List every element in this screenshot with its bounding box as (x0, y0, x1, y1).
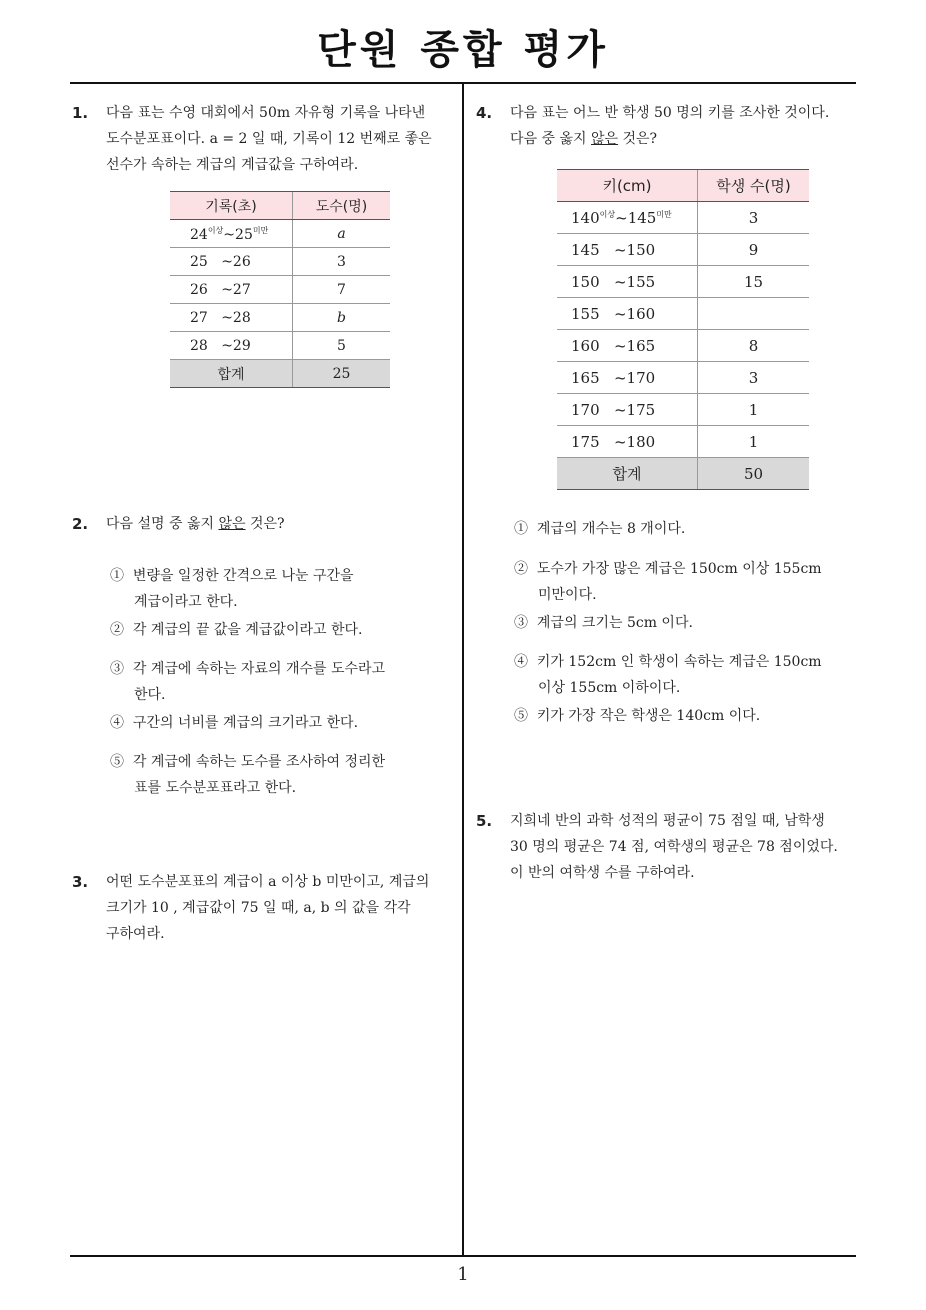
page-title: 단원 종합 평가 (317, 27, 609, 73)
class-interval: 155 ~160 (557, 298, 698, 330)
frequency-value (698, 298, 810, 330)
option-mark: ① (514, 521, 528, 537)
option-text: 변량을 일정한 간격으로 나눈 구간을 (132, 568, 354, 584)
table-row (557, 330, 809, 362)
frequency-value: 3 (698, 202, 810, 234)
option-mark: ② (110, 622, 124, 638)
table-total-row (170, 360, 390, 388)
q3-stem (106, 869, 429, 947)
stem-line: 어떤 도수분포표의 계급이 a 이상 b 미만이고, 계급의 (106, 874, 430, 890)
answer-option-5[interactable] (514, 703, 760, 729)
answer-option-1[interactable] (514, 516, 685, 542)
q4-stem: 다음 표는 어느 반 학생 50 명의 키를 조사한 것이다. 다음 중 옳지 않은 것은? (510, 105, 830, 147)
frequency-value: 1 (698, 394, 810, 426)
frequency-value: 7 (293, 276, 391, 304)
answer-option-2[interactable] (514, 556, 822, 608)
stem-line: 구하여라. (106, 926, 165, 942)
class-interval: 145 ~150 (557, 234, 698, 266)
class-interval: 170 ~175 (557, 394, 698, 426)
option-mark: ⑤ (514, 708, 528, 724)
frequency-value: 1 (698, 426, 810, 458)
frequency-value: 9 (698, 234, 810, 266)
q1-number: 1. (72, 104, 89, 122)
stem-line: 선수가 속하는 계급의 계급값을 구하여라. (106, 157, 359, 173)
class-interval: 26 ~27 (170, 276, 293, 304)
table-row (170, 332, 390, 360)
total-label: 합계 (557, 458, 698, 490)
q2-underlined-word: 않은 (218, 516, 246, 532)
option-text: 계급이라고 한다. (134, 594, 238, 610)
stem-line: 다음 표는 수영 대회에서 50m 자유형 기록을 나타낸 (106, 105, 426, 121)
frequency-value: 15 (698, 266, 810, 298)
answer-option-5[interactable] (110, 749, 385, 801)
class-interval: $24^{이상}\sim 25^{미만}$ (170, 220, 293, 248)
q5-number: 5. (476, 812, 493, 830)
option-text: 표를 도수분포표라고 한다. (134, 780, 297, 796)
q1-stem (106, 100, 432, 178)
answer-option-2[interactable] (110, 617, 362, 643)
option-text: 도수가 가장 많은 계급은 150cm 이상 155cm (536, 561, 822, 577)
q3-number: 3. (72, 873, 89, 891)
answer-option-4[interactable] (110, 710, 358, 736)
page-number: 1 (457, 1264, 469, 1285)
answer-option-1[interactable] (110, 563, 354, 615)
q5-stem (510, 808, 838, 886)
stem-line: 크기가 10 , 계급값이 75 일 때, a, b 의 값을 각각 (106, 900, 411, 916)
option-text: 미만이다. (538, 587, 597, 603)
q2-stem: 다음 설명 중 옳지 않은 것은? (106, 516, 285, 532)
q4-number: 4. (476, 104, 493, 122)
option-text: 한다. (134, 687, 166, 703)
option-text: 각 계급의 끝 값을 계급값이라고 한다. (132, 622, 363, 638)
option-text: 각 계급에 속하는 자료의 개수를 도수라고 (132, 661, 386, 677)
table-row (557, 426, 809, 458)
option-text: 구간의 너비를 계급의 크기라고 한다. (132, 715, 359, 731)
class-interval: 150 ~155 (557, 266, 698, 298)
q4-underlined-word: 않은 (590, 131, 619, 147)
class-interval: 175 ~180 (557, 426, 698, 458)
q1-header-count: 도수(명) (293, 192, 391, 220)
q1-frequency-table (170, 191, 390, 388)
column-divider (462, 83, 464, 1256)
table-row (170, 276, 390, 304)
table-row (557, 266, 809, 298)
table-row (170, 220, 390, 248)
stem-line: 30 명의 평균은 74 점, 여학생의 평균은 78 점이었다. (510, 839, 838, 855)
q2-number: 2. (72, 515, 89, 533)
total-value: 50 (698, 458, 810, 490)
q4-frequency-table (557, 169, 809, 490)
q4-header-height: 키(cm) (557, 170, 698, 202)
stem-line: 지희네 반의 과학 성적의 평균이 75 점일 때, 남학생 (510, 813, 825, 829)
table-row (557, 202, 809, 234)
answer-option-3[interactable] (110, 656, 385, 708)
class-interval: $140^{이상}\sim 145^{미만}$ (557, 202, 698, 234)
total-label: 합계 (170, 360, 293, 388)
class-interval: 160 ~165 (557, 330, 698, 362)
option-text: 키가 가장 작은 학생은 140cm 이다. (536, 708, 761, 724)
frequency-value: 8 (698, 330, 810, 362)
option-mark: ② (514, 561, 528, 577)
stem-line: 도수분포표이다. a = 2 일 때, 기록이 12 번째로 좋은 (106, 131, 432, 147)
option-text: 계급의 크기는 5cm 이다. (536, 615, 693, 631)
frequency-value: 5 (293, 332, 391, 360)
bottom-rule (70, 1255, 856, 1257)
frequency-value: a (293, 220, 391, 248)
q1-header-record: 기록(초) (170, 192, 293, 220)
frequency-value: b (293, 304, 391, 332)
answer-option-3[interactable] (514, 610, 693, 636)
option-text: 키가 152cm 인 학생이 속하는 계급은 150cm (536, 654, 822, 670)
class-interval: 165 ~170 (557, 362, 698, 394)
stem-line: 이 반의 여학생 수를 구하여라. (510, 865, 695, 881)
frequency-value: 3 (698, 362, 810, 394)
option-text: 각 계급에 속하는 도수를 조사하여 정리한 (132, 754, 386, 770)
answer-option-4[interactable] (514, 649, 822, 701)
option-mark: ① (110, 568, 124, 584)
frequency-value: 3 (293, 248, 391, 276)
q4-header-count: 학생 수(명) (698, 170, 810, 202)
class-interval: 27 ~28 (170, 304, 293, 332)
option-text: 이상 155cm 이하이다. (538, 680, 681, 696)
option-mark: ④ (514, 654, 528, 670)
table-row (170, 248, 390, 276)
table-row (170, 304, 390, 332)
option-mark: ④ (110, 715, 124, 731)
option-mark: ⑤ (110, 754, 124, 770)
option-mark: ③ (110, 661, 124, 677)
table-row (557, 234, 809, 266)
table-row (557, 298, 809, 330)
option-mark: ③ (514, 615, 528, 631)
total-value: 25 (293, 360, 391, 388)
class-interval: 28 ~29 (170, 332, 293, 360)
class-interval: 25 ~26 (170, 248, 293, 276)
table-row (557, 362, 809, 394)
table-row (557, 394, 809, 426)
option-text: 계급의 개수는 8 개이다. (536, 521, 686, 537)
table-total-row (557, 458, 809, 490)
